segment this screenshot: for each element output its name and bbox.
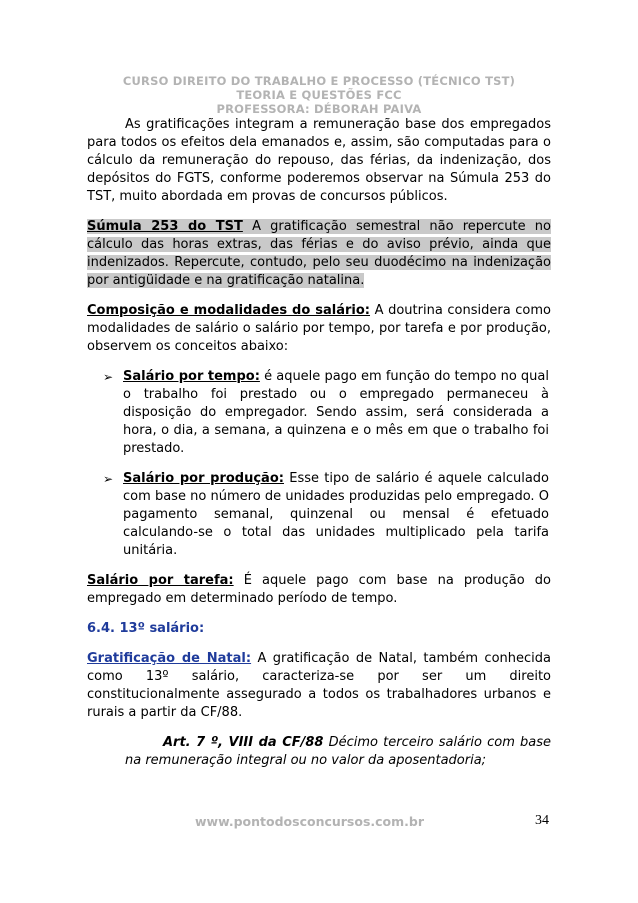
natal-title: Gratificação de Natal: [87, 651, 252, 666]
composicao-text: A doutrina considera como modalidades de salário o salário por tempo, por tarefa e por produção, observem os conceitos abaixo: [87, 303, 551, 354]
section-heading: 6.4. 13º salário: [87, 621, 205, 636]
list-item [87, 368, 551, 458]
header-course-title: CURSO DIREITO DO TRABALHO E PROCESSO (TÉCNICO TST) [122, 74, 516, 88]
bullet-text: Esse tipo de salário é aquele calculado com base no número de unidades produzidas pelo empregado. O pagamento semanal, quinzenal ou mensal é efetuado calculando-se o total das unidades multiplicado pela tarifa unitária. [123, 471, 549, 558]
tarefa-text: É aquele pago com base na produção do empregado em determinado período de tempo. [87, 573, 551, 606]
art-text: Décimo terceiro salário com base na remuneração integral ou no valor da aposentadoria; [125, 735, 552, 768]
page-number: 34 [535, 813, 549, 828]
list-item [87, 470, 551, 560]
header-professor: PROFESSORA: DÉBORAH PAIVA [216, 102, 422, 116]
bullet-title: Salário por tempo: [123, 369, 260, 384]
page-content [87, 116, 551, 770]
art-title: Art. 7 º, VIII da CF/88 [163, 735, 324, 750]
sumula-title: Súmula 253 do TST [87, 219, 243, 234]
arrowhead-bullet-icon: ➢ [103, 472, 114, 486]
bullet-title: Salário por produção: [123, 471, 284, 486]
sumula-text: A gratificação semestral não repercute no cálculo das horas extras, das férias e do aviso prévio, ainda que indenizados. Repercute, contudo, pelo seu duodécimo na indenização por antigüidade e na gratificação natalina. [87, 219, 551, 288]
bullet-text: é aquele pago em função do tempo no qual o trabalho foi prestado ou o empregado permaneceu à disposição do empregador. Sendo assim, será considerada a hora, o dia, a semana, a quinzena e o mês em que o trabalho foi prestado. [123, 369, 549, 456]
salary-types-list [87, 368, 551, 560]
composicao-paragraph [87, 302, 551, 356]
art-quote [125, 734, 551, 770]
composicao-title: Composição e modalidades do salário: [87, 303, 371, 318]
tarefa-paragraph [87, 572, 551, 608]
natal-paragraph [87, 650, 551, 722]
header-subtitle: TEORIA E QUESTÕES FCC [236, 88, 402, 102]
sumula-highlight [87, 219, 551, 288]
sumula-paragraph [87, 218, 551, 290]
natal-text: A gratificação de Natal, também conhecida como 13º salário, caracteriza-se por ser um direito constitucionalmente assegurado a todos os trabalhadores urbanos e rurais a partir da CF/88. [87, 651, 551, 720]
intro-paragraph: As gratificações integram a remuneração base dos empregados para todos os efeitos dela emanados e, assim, são computadas para o cálculo da remuneração do repouso, das férias, da indenização, dos depósitos do FGTS, conforme poderemos observar na Súmula 253 do TST, muito abordada em provas de concursos públicos. [87, 117, 551, 204]
page-header [0, 74, 638, 116]
footer-url: www.pontodosconcursos.com.br [195, 814, 425, 829]
tarefa-title: Salário por tarefa: [87, 573, 234, 588]
arrowhead-bullet-icon: ➢ [103, 370, 114, 384]
